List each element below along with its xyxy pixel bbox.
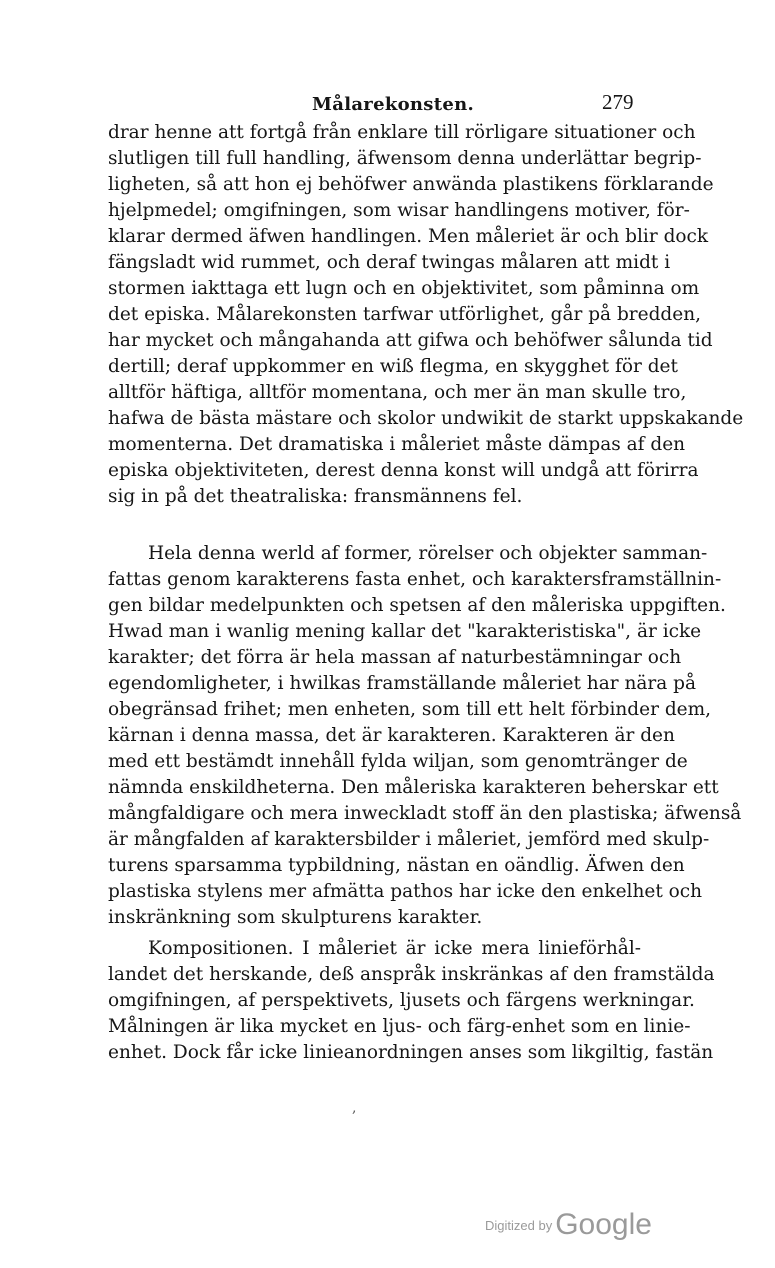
text-line: alltför häftiga, alltför momentana, och mer än man skulle tro, xyxy=(108,382,687,403)
text-line: dertill; deraf uppkommer en wiß flegma, en skygghet för det xyxy=(108,356,678,377)
watermark-brand: Google xyxy=(555,1208,652,1241)
text-line: obegränsad frihet; men enheten, som till ett helt förbinder dem, xyxy=(108,699,712,720)
text-line: momenterna. Det dramatiska i måleriet måste dämpas af den xyxy=(108,434,686,455)
text-line: fattas genom karakterens fasta enhet, och karaktersframställnin- xyxy=(108,569,722,590)
text-line: episka objektiviteten, derest denna konst will undgå att förirra xyxy=(108,460,699,481)
watermark-prefix: Digitized by xyxy=(485,1218,553,1233)
text-line: Hwad man i wanlig mening kallar det "karakteristiska", är icke xyxy=(108,621,702,642)
digitized-watermark xyxy=(485,1208,652,1242)
running-title: Målarekonsten. xyxy=(312,94,475,115)
text-line: slutligen till full handling, äfwensom denna underlättar begrip- xyxy=(108,148,702,169)
text-line: enhet. Dock får icke linieanordningen anses som likgiltig, fastän xyxy=(108,1042,714,1063)
text-line: turens sparsamma typbildning, nästan en oändlig. Äfwen den xyxy=(108,855,685,876)
text-line: kärnan i denna massa, det är karakteren. Karakteren är den xyxy=(108,725,675,746)
text-line: drar henne att fortgå från enklare till rörligare situationer och xyxy=(108,122,696,143)
text-line: fängsladt wid rummet, och deraf twingas målaren att midt i xyxy=(108,252,671,273)
text-line: landet det herskande, deß anspråk inskränkas af den framstälda xyxy=(108,964,715,985)
text-line: har mycket och mångahanda att gifwa och behöfwer sålunda tid xyxy=(108,330,713,351)
text-line: stormen iakttaga ett lugn och en objektivitet, som påminna om xyxy=(108,278,700,299)
text-line: nämnda enskildheterna. Den måleriska karakteren beherskar ett xyxy=(108,777,719,798)
text-line: inskränkning som skulpturens karakter. xyxy=(108,907,483,928)
text-line: plastiska stylens mer afmätta pathos har icke den enkelhet och xyxy=(108,881,703,902)
text-line: hjelpmedel; omgifningen, som wisar handlingens motiver, för- xyxy=(108,200,690,221)
text-line: ligheten, så att hon ej behöfwer anwända plastikens förklarande xyxy=(108,174,714,195)
text-line: hafwa de bästa mästare och skolor undwikit de starkt uppskakande xyxy=(108,408,744,429)
text-line: gen bildar medelpunkten och spetsen af den måleriska uppgiften. xyxy=(108,595,726,616)
text-line: sig in på det theatraliska: fransmännens fel. xyxy=(108,486,523,507)
print-mark: , xyxy=(352,1100,357,1116)
text-line: mångfaldigare och mera inweckladt stoff än den plastiska; äfwenså xyxy=(108,803,742,824)
text-line: egendomligheter, i hwilkas framställande måleriet har nära på xyxy=(108,673,697,694)
page-number: 279 xyxy=(602,90,634,114)
text-line: omgifningen, af perspektivets, ljusets och färgens werkningar. xyxy=(108,990,695,1011)
text-line: karakter; det förra är hela massan af naturbestämningar och xyxy=(108,647,682,668)
text-line: Målningen är lika mycket en ljus- och färg-enhet som en linie- xyxy=(108,1016,691,1037)
text-line: det episka. Målarekonsten tarfwar utförlighet, går på bredden, xyxy=(108,304,702,325)
text-line: klarar dermed äfwen handlingen. Men måleriet är och blir dock xyxy=(108,226,709,247)
text-line: är mångfalden af karaktersbilder i måleriet, jemförd med skulp- xyxy=(108,829,710,850)
paragraph-start: Kompositionen. I måleriet är icke mera linieförhål- xyxy=(148,938,641,959)
paragraph-start: Hela denna werld af former, rörelser och objekter samman- xyxy=(148,543,708,564)
text-line: med ett bestämdt innehåll fylda wiljan, som genomtränger de xyxy=(108,751,688,772)
